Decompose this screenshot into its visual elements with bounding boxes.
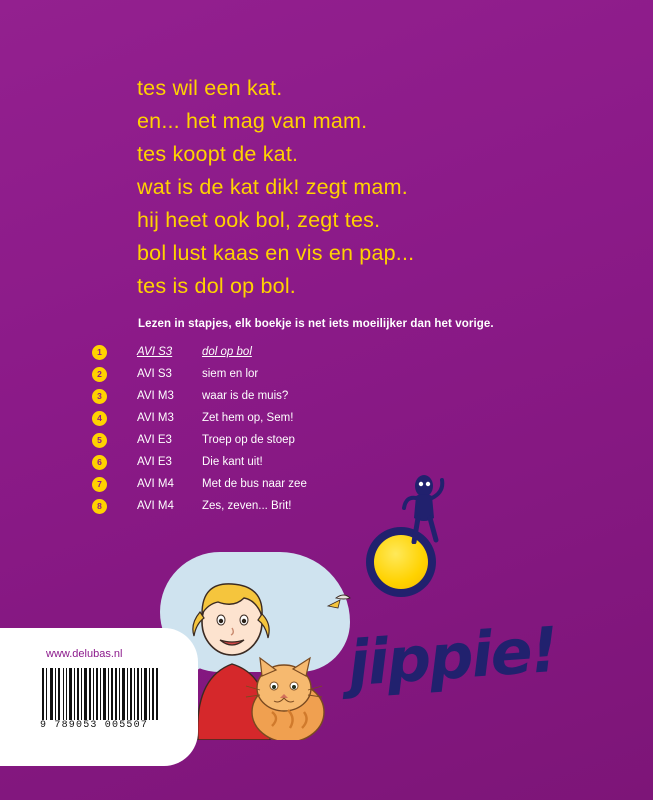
list-item xyxy=(92,341,522,363)
level-badge: 1 xyxy=(92,345,107,360)
level-title: Zes, zeven... Brit! xyxy=(202,500,292,512)
barcode-digits: 9 789053 005507 xyxy=(40,720,149,731)
list-item xyxy=(92,473,522,495)
level-title: siem en lor xyxy=(202,368,259,380)
level-title: Troep op de stoep xyxy=(202,434,295,446)
poem-line: en... het mag van mam. xyxy=(137,109,368,133)
level-badge: 3 xyxy=(92,389,107,404)
level-title: dol op bol xyxy=(202,346,252,358)
list-item xyxy=(92,495,522,517)
reading-level-list xyxy=(92,341,522,517)
poem-line: wat is de kat dik! zegt mam. xyxy=(137,175,408,199)
level-badge: 8 xyxy=(92,499,107,514)
barcode-bars xyxy=(40,668,162,720)
level-badge: 4 xyxy=(92,411,107,426)
level-code: AVI S3 xyxy=(137,346,173,358)
poem-line: tes is dol op bol. xyxy=(137,274,296,298)
jumping-figure-graphic xyxy=(402,474,446,544)
jippie-logo: jippie! xyxy=(345,612,560,701)
level-code: AVI E3 xyxy=(137,456,172,468)
list-item xyxy=(92,407,522,429)
level-code: AVI E3 xyxy=(137,434,172,446)
publisher-website[interactable]: www.delubas.nl xyxy=(46,648,123,660)
list-item xyxy=(92,451,522,473)
poem-line: tes wil een kat. xyxy=(137,76,283,100)
poem-line: hij heet ook bol, zegt tes. xyxy=(137,208,381,232)
level-badge: 2 xyxy=(92,367,107,382)
poem-line: bol lust kaas en vis en pap... xyxy=(137,241,415,265)
level-code: AVI M4 xyxy=(137,500,174,512)
level-title: Met de bus naar zee xyxy=(202,478,307,490)
level-title: Zet hem op, Sem! xyxy=(202,412,294,424)
barcode xyxy=(40,668,162,730)
list-item xyxy=(92,385,522,407)
level-badge: 6 xyxy=(92,455,107,470)
level-badge: 5 xyxy=(92,433,107,448)
level-code: AVI M3 xyxy=(137,412,174,424)
level-code: AVI M4 xyxy=(137,478,174,490)
poem-block xyxy=(137,72,607,303)
poem-line: tes koopt de kat. xyxy=(137,142,299,166)
level-title: waar is de muis? xyxy=(202,390,289,402)
list-item xyxy=(92,429,522,451)
series-tagline: Lezen in stapjes, elk boekje is net iets moeilijker dan het vorige. xyxy=(138,318,494,330)
level-code: AVI M3 xyxy=(137,390,174,402)
level-badge: 7 xyxy=(92,477,107,492)
list-item xyxy=(92,363,522,385)
level-code: AVI S3 xyxy=(137,368,172,380)
level-title: Die kant uit! xyxy=(202,456,263,468)
